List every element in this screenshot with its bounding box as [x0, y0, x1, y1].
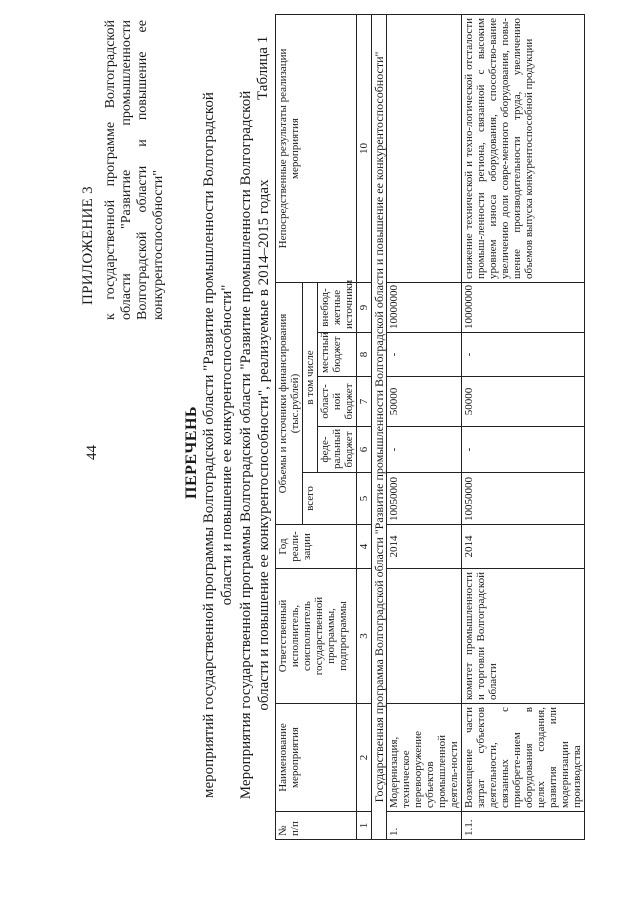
row-total: 10050000: [462, 473, 585, 525]
header-offbudget: внебюд-жетные источники: [318, 282, 357, 332]
row-name: Возмещение части затрат субъектов деятельности, связанных с приобрете-нием оборудования в целях создания, развития или модернизации производства: [462, 704, 585, 812]
row-results: снижение технической и техно-логической отсталости промыш-ленности региона, связанной с высоким уровнем износа оборудования, способство-вание увеличению доли совре-менного оборудования, повы-шение производительности труда, увеличению объемов выпуска конкурентоспособной продукции: [462, 14, 585, 282]
column-number: 1: [357, 812, 372, 840]
header-results: Непосредственные результаты реализации мероприятия: [276, 14, 357, 282]
column-number: 3: [357, 569, 372, 704]
header-executor: Ответственный исполнитель, соисполнитель государственной программы, подпрограммы: [276, 569, 357, 704]
column-number: 9: [357, 282, 372, 332]
header-name: Наименование мероприятия: [276, 704, 357, 812]
row-results: [387, 14, 462, 282]
row-local: -: [462, 333, 585, 377]
row-year: 2014: [462, 525, 585, 569]
column-number: 2: [357, 704, 372, 812]
row-executor: комитет промышленности и торговли Волгоградской области: [462, 569, 585, 704]
column-number-row: [357, 14, 372, 839]
measures-table: [275, 14, 585, 840]
row-federal: -: [462, 427, 585, 473]
row-executor: [387, 569, 462, 704]
appendix-title: ПРИЛОЖЕНИЕ 3: [80, 186, 96, 305]
section-subtitle: Мероприятия государственной программы Волгоградской области "Развитие промышленности Волгоградской области и повышение ее конкурентоспособности", реализуемые в 2014–2015 годах: [238, 90, 272, 800]
program-title: Государственная программа Волгоградской области "Развитие промышленности Волгоградской области и повышение ее конкурентоспособности": [372, 14, 387, 839]
column-number: 6: [357, 427, 372, 473]
header-num: № п/п: [276, 812, 357, 840]
row-name: Модернизация, техническое перевооружение субъектов промышленной деятель-ности: [387, 704, 462, 812]
table-row: [462, 14, 585, 839]
header-financing: Объемы и источники финансирования (тыс.рублей): [276, 282, 303, 524]
column-number: 8: [357, 333, 372, 377]
row-local: -: [387, 333, 462, 377]
header-federal: феде-ральный бюджет: [318, 427, 357, 473]
column-number: 5: [357, 473, 372, 525]
header-total: всего: [303, 473, 357, 525]
column-number: 4: [357, 525, 372, 569]
document-subtitle: мероприятий государственной программы Волгоградской области "Развитие промышленности Волгоградской области и повышение ее конкурентоспособности": [201, 92, 235, 798]
header-year: Год реали-зации: [276, 525, 357, 569]
header-regional: област-ной бюджет: [318, 377, 357, 427]
row-offbudget: 10000000: [387, 282, 462, 332]
row-federal: -: [387, 427, 462, 473]
header-in-that: в том числе: [303, 282, 318, 472]
row-offbudget: 10000000: [462, 282, 585, 332]
row-num: 1.: [387, 812, 462, 840]
table-row: [387, 14, 462, 839]
column-number: 7: [357, 377, 372, 427]
page-number: 44: [84, 445, 100, 460]
column-number: 10: [357, 14, 372, 282]
row-year: 2014: [387, 525, 462, 569]
header-local: местный бюджет: [318, 333, 357, 377]
row-regional: 50000: [462, 377, 585, 427]
row-num: 1.1.: [462, 812, 585, 840]
row-regional: 50000: [387, 377, 462, 427]
table-label: Таблица 1: [255, 35, 271, 100]
appendix-text: к государственной программе Волгоградской области "Развитие промышленности Волгоградской области и повышение ее конкурентоспособности": [103, 20, 166, 320]
program-row: [372, 14, 387, 839]
document-heading: ПЕРЕЧЕНЬ: [183, 406, 200, 499]
row-total: 10050000: [387, 473, 462, 525]
